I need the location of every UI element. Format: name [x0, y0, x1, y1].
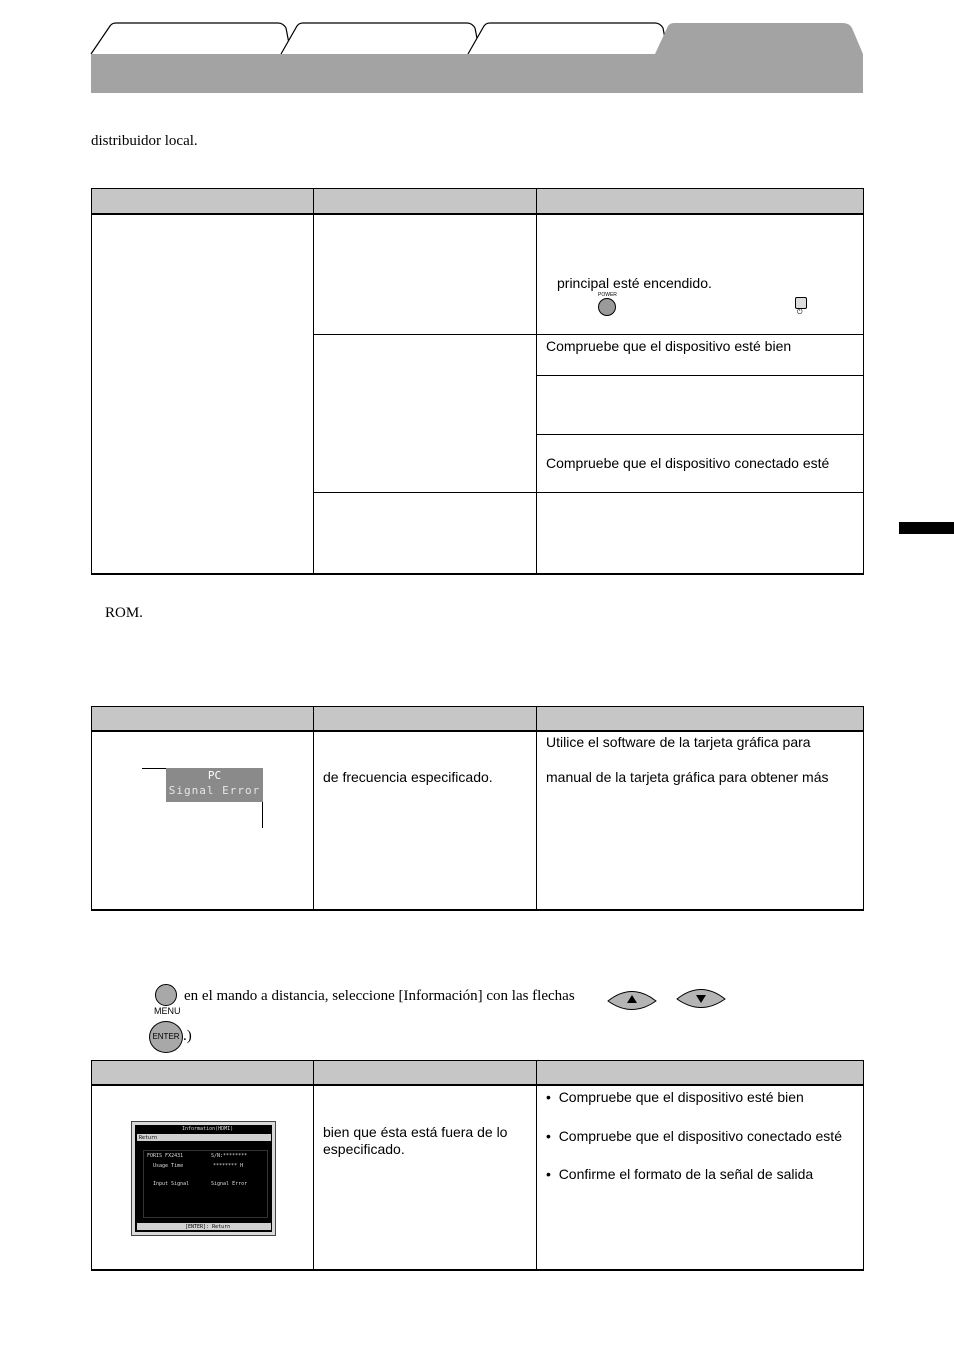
up-arrow-button-icon [606, 988, 658, 1014]
tab-3 [468, 23, 668, 54]
power-indicator-icon [795, 297, 807, 309]
bullet-item: • Confirme el formato de la señal de salida [546, 1166, 814, 1182]
power-label: POWER [598, 292, 617, 298]
instructions-text: en el mando a distancia, seleccione [Información] con las flechas [184, 988, 575, 1004]
tab-4-active [655, 23, 863, 54]
osd-input-label: PC [207, 769, 222, 782]
info-usage-value: ******** H [213, 1163, 244, 1169]
signal-error-osd [166, 768, 263, 802]
device-check-text: Compruebe que el dispositivo conectado esté [546, 455, 830, 471]
enter-button-icon: ENTER [149, 1021, 183, 1053]
instructions-suffix: .) [183, 1028, 192, 1044]
osd-error-label: Signal Error [168, 784, 261, 797]
information-screen [131, 1121, 276, 1236]
graphics-manual-text: manual de la tarjeta gráfica para obtener más [546, 769, 829, 785]
rom-text: ROM. [105, 605, 143, 621]
info-footer: [ENTER]: Return [185, 1224, 231, 1230]
power-check-text: principal esté encendido. [557, 275, 712, 291]
info-return-item: Return [139, 1135, 158, 1141]
menu-button-icon [155, 984, 177, 1006]
tab-1 [91, 23, 291, 54]
tab-2 [281, 23, 480, 54]
down-arrow-button-icon [675, 986, 727, 1012]
power-button-icon [598, 298, 616, 316]
standby-icon: ⏻ [797, 309, 803, 316]
graphics-software-text: Utilice el software de la tarjeta gráfica para [546, 734, 811, 750]
intro-text: distribuidor local. [91, 133, 198, 149]
bullet-item: • Compruebe que el dispositivo esté bien [546, 1089, 804, 1105]
frequency-text: de frecuencia especificado. [323, 769, 493, 785]
info-usage-label: Usage Time [153, 1163, 184, 1169]
info-title: Information(HDMI) [182, 1126, 234, 1132]
info-serial: S/N:******** [211, 1153, 248, 1159]
info-input-value: Signal Error [211, 1181, 248, 1187]
out-of-range-text-2: especificado. [323, 1141, 405, 1157]
out-of-range-text-1: bien que ésta está fuera de lo [323, 1124, 508, 1140]
connection-check-text: Compruebe que el dispositivo esté bien [546, 338, 792, 354]
info-return-bar [137, 1134, 271, 1141]
header-bar [91, 54, 863, 93]
menu-label: MENU [154, 1006, 181, 1016]
info-input-label: Input Signal [153, 1181, 190, 1187]
side-tab-marker [899, 522, 954, 534]
bullet-item: • Compruebe que el dispositivo conectado esté [546, 1128, 842, 1144]
info-model: FORIS FX2431 [147, 1153, 184, 1159]
